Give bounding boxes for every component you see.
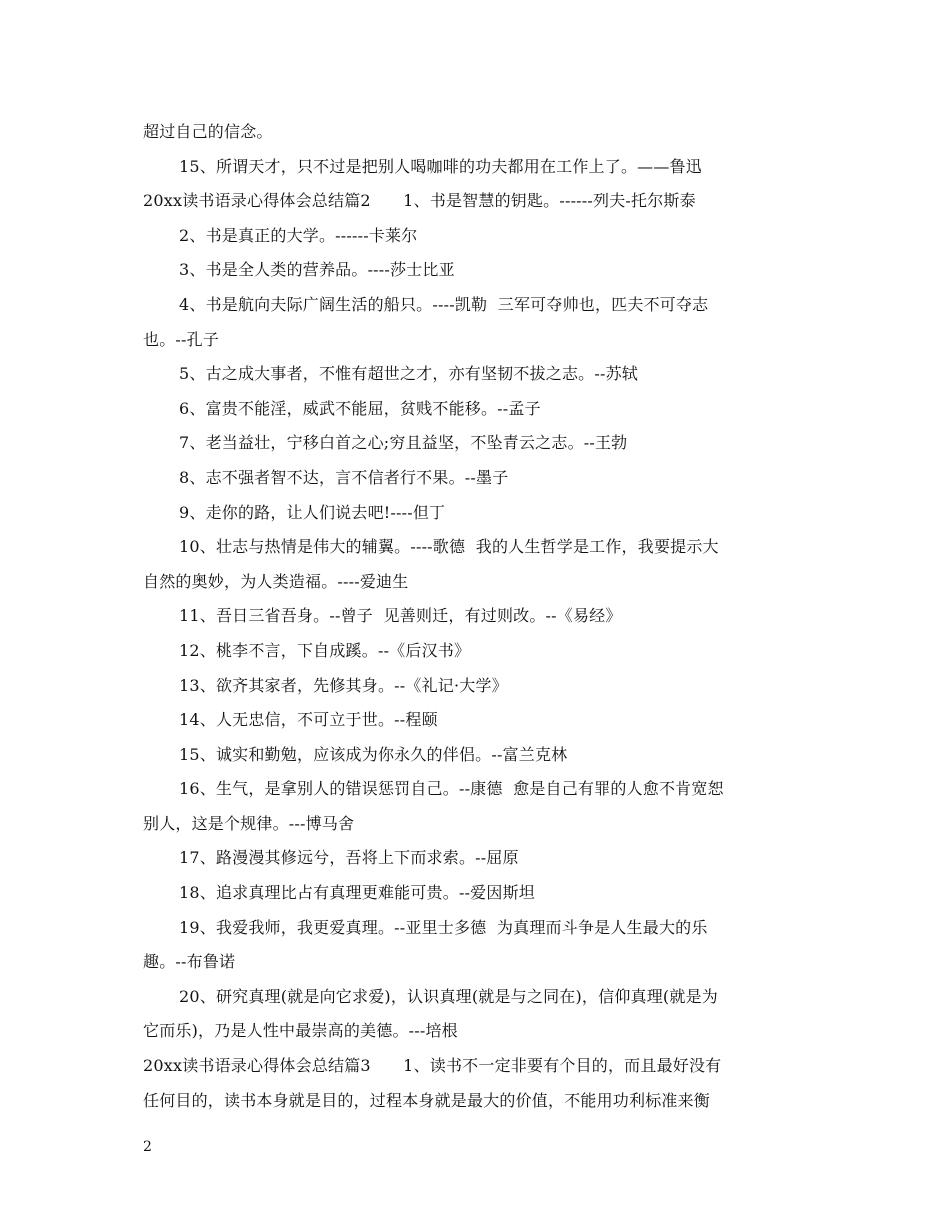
text-line: 任何目的，读书本身就是目的，过程本身就是最大的价值，不能用功利标准来衡 <box>143 1090 711 1110</box>
text-line: 7、老当益壮，宁移白首之心;穷且益坚，不坠青云之志。--王勃 <box>179 433 628 453</box>
document-body <box>143 115 815 1118</box>
text-line: 20xx读书语录心得体会总结篇2 1、书是智慧的钥匙。------列夫-托尔斯泰 <box>143 191 696 211</box>
text-line: 12、桃李不言，下自成蹊。--《后汉书》 <box>179 640 471 660</box>
text-line: 别人，这是个规律。---博马舍 <box>143 813 355 833</box>
text-line: 20、研究真理(就是向它求爱)，认识真理(就是与之同在)，信仰真理(就是为 <box>179 986 718 1006</box>
text-line: 17、路漫漫其修远兮，吾将上下而求索。--屈原 <box>179 848 519 868</box>
text-line: 16、生气，是拿别人的错误惩罚自己。--康德 愈是自己有罪的人愈不肯宽恕 <box>179 779 724 799</box>
text-line: 2、书是真正的大学。------卡莱尔 <box>179 225 418 245</box>
text-line: 它而乐)，乃是人性中最崇高的美德。---培根 <box>143 1021 458 1041</box>
text-line: 自然的奥妙，为人类造福。----爱迪生 <box>143 571 409 591</box>
text-line: 19、我爱我师，我更爱真理。--亚里士多德 为真理而斗争是人生最大的乐 <box>179 917 708 937</box>
text-line: 也。--孔子 <box>143 329 220 349</box>
text-line: 3、书是全人类的营养品。----莎士比亚 <box>179 260 455 280</box>
text-line: 10、壮志与热情是伟大的辅翼。----歌德 我的人生哲学是工作，我要提示大 <box>179 537 719 557</box>
text-line: 20xx读书语录心得体会总结篇3 1、读书不一定非要有个目的，而且最好没有 <box>143 1056 722 1076</box>
text-line: 趣。--布鲁诺 <box>143 952 236 972</box>
text-line: 18、追求真理比占有真理更难能可贵。--爱因斯坦 <box>179 883 535 903</box>
text-line: 8、志不强者智不达，言不信者行不果。--墨子 <box>179 467 509 487</box>
text-line: 4、书是航向夫际广阔生活的船只。----凯勒 三军可夺帅也，匹夫不可夺志 <box>179 294 709 314</box>
text-line: 9、走你的路，让人们说去吧!----但丁 <box>179 502 446 522</box>
text-line: 13、欲齐其家者，先修其身。--《礼记·大学》 <box>179 675 508 695</box>
text-line: 超过自己的信念。 <box>143 122 273 141</box>
text-line: 6、富贵不能淫，威武不能屈，贫贱不能移。--孟子 <box>179 398 541 418</box>
text-line: 14、人无忠信，不可立于世。--程颐 <box>179 710 438 730</box>
text-line: 15、所谓天才，只不过是把别人喝咖啡的功夫都用在工作上了。——鲁迅 <box>179 156 702 176</box>
page-number: 2 <box>143 1139 152 1155</box>
text-line: 11、吾日三省吾身。--曾子 见善则迁，有过则改。--《易经》 <box>179 606 622 626</box>
text-line: 5、古之成大事者，不惟有超世之才，亦有坚韧不拔之志。--苏轼 <box>179 364 638 384</box>
text-line: 15、诚实和勤勉，应该成为你永久的伴侣。--富兰克林 <box>179 744 568 764</box>
